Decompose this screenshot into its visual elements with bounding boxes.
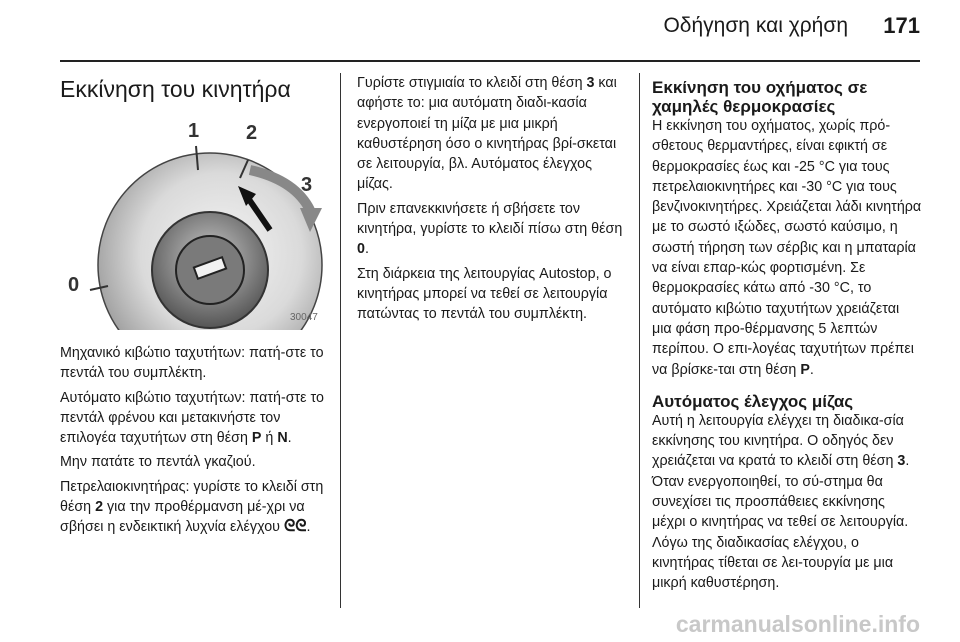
position-label-3: 3 [301,174,313,196]
diesel-text-a: Πετρελαιοκινητήρας: γυρίστε το κλειδί στη θέση [60,478,324,516]
auto-text-b: ή [261,430,278,447]
footer-watermark: carmanualsonline.info [675,611,920,637]
diesel-text-b: για την προθέρμανση μέ-χρι να σβήσει η ενδεικτική λυχνία ελέγχου [60,499,305,536]
gear-n: N [277,430,288,447]
diesel-position: 2 [95,499,104,516]
turn-key-text [357,73,625,195]
cold-start-heading: Εκκίνηση του οχήματος σε χαμηλές θερμοκρασίες [652,78,868,116]
accelerator-warning: Μην πατάτε το πεντάλ γκαζιού. [60,454,256,471]
position-label-2: 2 [246,122,258,144]
manual-gearbox-text: Μηχανικό κιβώτιο ταχυτήτων: πατή-στε το πεντάλ του συμπλέκτη. [60,345,324,382]
figure-code: 30047 [290,312,318,323]
turn-key-a: Γυρίστε στιγμιαία το κλειδί στη θέση [357,75,587,91]
page-number: 171 [883,13,920,38]
ignition-diagram-svg [60,110,330,330]
diesel-text-c: . [306,519,311,536]
cold-start-gear-p: P [800,361,810,378]
starter-control-b: . Όταν ενεργοποιηθεί, το σύ-στημα θα συνεχίσει τις προσπάθειες εκκίνησης μέχρι ο κινητήρας να τεθεί σε λειτουργία. Λόγω της διαδικασίας ελέγχου, ο κινητήρας τίθεται σε λει-τουργία με μια μικρή καθυστέρηση. [652,453,910,592]
restart-b: . [364,241,369,258]
glow-plug-icon: ᘓᘓ [283,518,307,536]
auto-text-a: Αυτόματο κιβώτιο ταχυτήτων: πατή-στε το πεντάλ φρένου και μετακινήστε τον επιλογέα ταχυτήτων στη θέση [60,389,324,447]
starter-control-position: 3 [897,453,906,470]
starter-control-a: Αυτή η λειτουργία ελέγχει τη διαδικα-σία εκκίνησης του κινητήρα. Ο οδηγός δεν χρειάζεται να κρατά το κλειδί στη θέση [652,412,904,470]
column-2 [357,73,625,329]
page-header-title: Οδήγηση και χρήση [663,14,848,37]
turn-key-position: 3 [586,75,595,91]
auto-text-c: . [287,430,292,447]
header-rule [60,60,920,62]
turn-key-b: και αφήστε το: μια αυτόματη διαδι-κασία ενεργοποιεί τη μίζα με μια μικρή καθυστέρηση όσο ο κινητήρας βρί-σκεται σε λειτουργία, βλ. Αυτόματος έλεγχος μίζας. [357,75,617,193]
position-label-1: 1 [188,120,200,142]
restart-position: 0 [357,241,365,258]
cold-start-a: Η εκκίνηση του οχήματος, χωρίς πρό-σθετους θερμαντήρες, είναι εφικτή σε θερμοκρασίες έως και -25 °C για τους πετρελαιοκινητήρες και -30 °C για τους βενζινοκινητήρες. Χρειάζεται λάδι κινητήρα με το σωστό ιξώδες, σωστό καύσιμο, η σωστή τήρηση των σέρβις και η μπαταρία να είναι επαρ-κώς φορτισμένη. Σε θερμοκρασίες κάτω από -30 °C, το αυτόματο κιβώτιο ταχυτήτων χρειάζεται μια φάση προ-θέρμανσης 5 λεπτών περίπου. Ο επι-λογέας ταχυτήτων πρέπει να βρίσκε-ται στη θέση [652,118,922,378]
automatic-gearbox-text [60,388,330,449]
starter-control-heading: Αυτόματος έλεγχος μίζας [652,391,854,411]
ignition-diagram [60,110,330,330]
autostop-text: Στη διάρκεια της λειτουργίας Autostop, ο κινητήρας μπορεί να τεθεί σε λειτουργία πατώντας το πεντάλ του συμπλέκτη. [357,265,612,323]
column-divider-1 [340,73,341,608]
restart-text [357,199,625,260]
section-title: Εκκίνηση του κινητήρα [60,76,291,102]
position-label-0: 0 [68,274,80,296]
column-divider-2 [639,73,640,608]
gear-p: P [251,430,262,447]
restart-a: Πριν επανεκκινήσετε ή σβήσετε τον κινητήρα, γυρίστε το κλειδί πίσω στη θέση [357,200,623,238]
cold-start-b: . [809,361,814,378]
column-3 [652,78,922,598]
cold-start-text [652,116,922,380]
starter-control-text [652,411,922,594]
column-1 [60,343,330,542]
diesel-text [60,477,330,538]
